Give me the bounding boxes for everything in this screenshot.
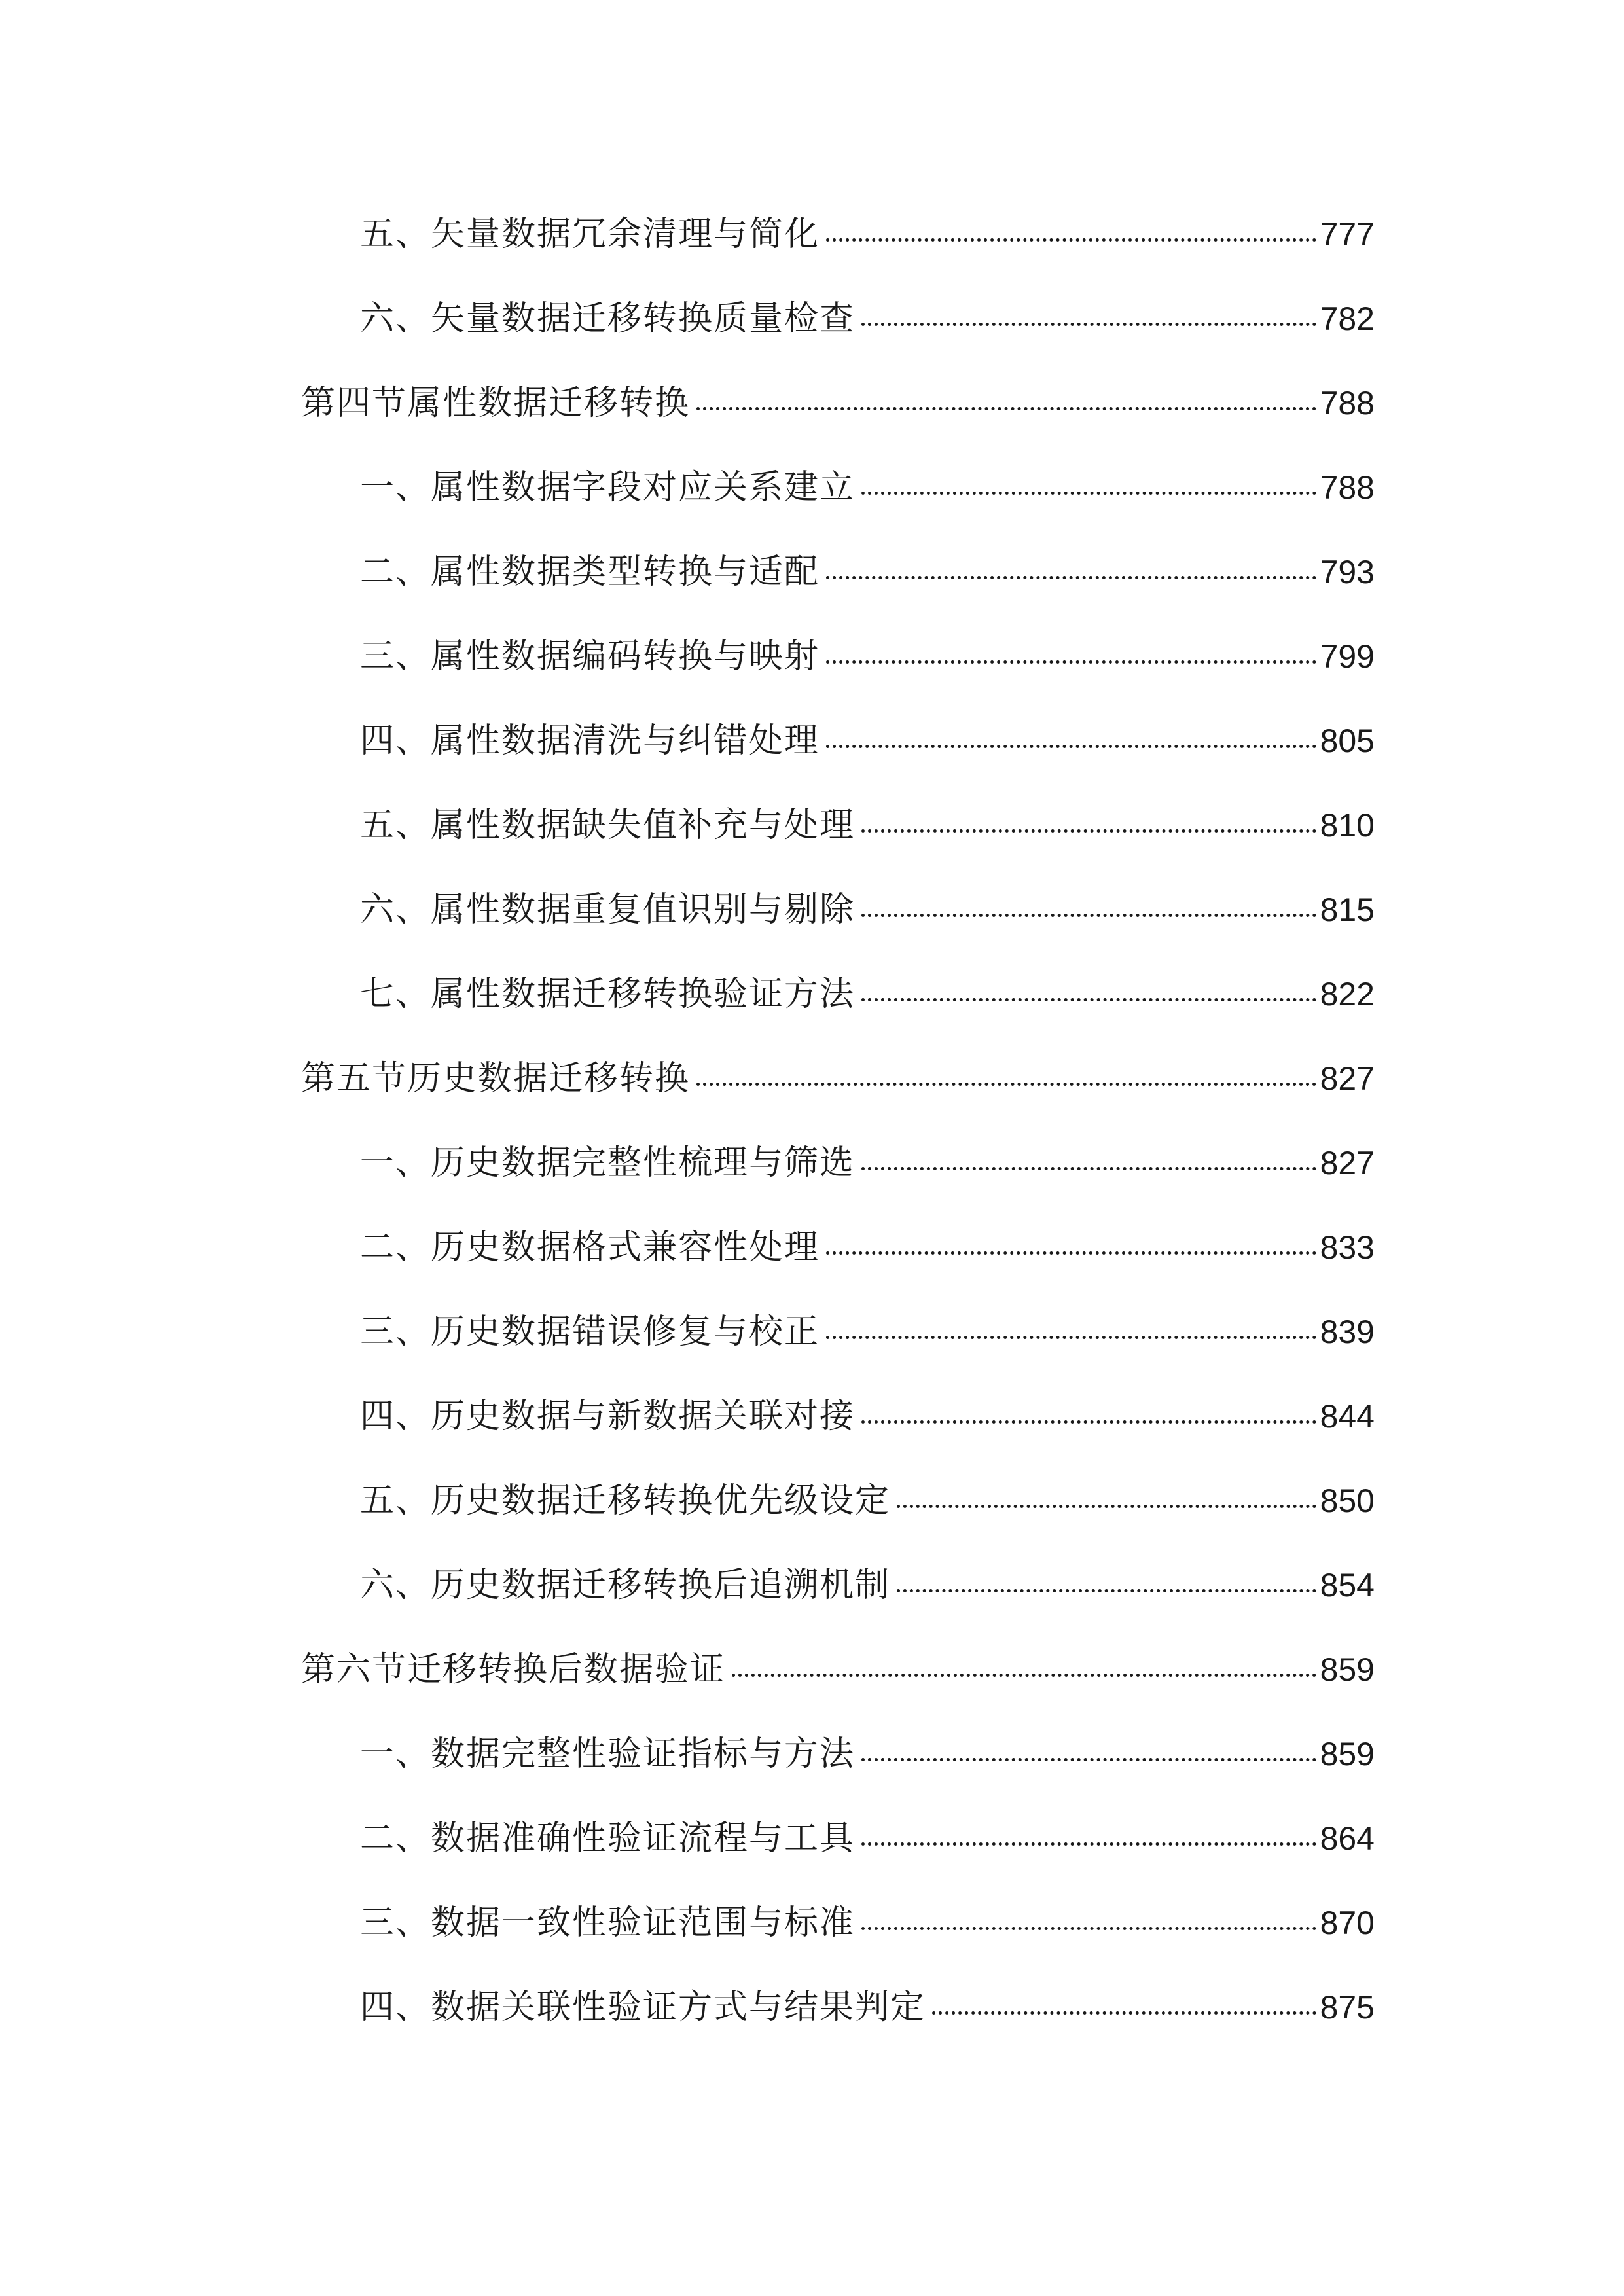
toc-subsection-entry[interactable] — [360, 1554, 1375, 1617]
toc-page-number: 864 — [1320, 1820, 1375, 1857]
toc-subsection-entry[interactable] — [360, 203, 1375, 266]
toc-subsection-entry[interactable] — [360, 794, 1375, 857]
toc-page-number: 805 — [1320, 723, 1375, 759]
toc-entry-title: 七、属性数据迁移转换验证方法 — [360, 975, 856, 1014]
toc-entry-title: 第四节属性数据迁移转换 — [301, 384, 691, 423]
toc-subsection-entry[interactable] — [360, 709, 1375, 772]
toc-dot-leader — [826, 1251, 1316, 1255]
toc-dot-leader — [897, 1505, 1316, 1508]
toc-page-number: 850 — [1320, 1482, 1375, 1519]
toc-dot-leader — [861, 1758, 1316, 1761]
toc-dot-leader — [897, 1589, 1316, 1592]
toc-entry-title: 一、属性数据字段对应关系建立 — [360, 468, 856, 507]
toc-page-number: 859 — [1320, 1651, 1375, 1688]
toc-page-number: 827 — [1320, 1145, 1375, 1181]
toc-dot-leader — [861, 1420, 1316, 1424]
toc-entry-title: 三、属性数据编码转换与映射 — [360, 637, 820, 676]
toc-dot-leader — [861, 829, 1316, 833]
toc-entry-title: 第五节历史数据迁移转换 — [301, 1059, 691, 1098]
toc-dot-leader — [696, 407, 1316, 410]
toc-entry-title: 二、数据准确性验证流程与工具 — [360, 1819, 856, 1858]
toc-entry-title: 六、历史数据迁移转换后追溯机制 — [360, 1566, 891, 1605]
toc-dot-leader — [826, 576, 1316, 579]
toc-subsection-entry[interactable] — [360, 541, 1375, 603]
toc-page-number: 782 — [1320, 300, 1375, 337]
toc-page-number: 777 — [1320, 216, 1375, 253]
toc-subsection-entry[interactable] — [360, 456, 1375, 519]
toc-dot-leader — [861, 914, 1316, 917]
toc-subsection-entry[interactable] — [360, 287, 1375, 350]
toc-entry-title: 五、矢量数据冗余清理与简化 — [360, 215, 820, 254]
toc-subsection-entry[interactable] — [360, 963, 1375, 1026]
toc-page-number: 870 — [1320, 1905, 1375, 1941]
toc-section-entry[interactable] — [301, 1638, 1375, 1701]
toc-dot-leader — [732, 1674, 1316, 1677]
toc-page-number: 810 — [1320, 807, 1375, 844]
toc-page-number: 793 — [1320, 554, 1375, 590]
toc-dot-leader — [826, 745, 1316, 748]
toc-page-number: 839 — [1320, 1314, 1375, 1350]
toc-page-number: 799 — [1320, 638, 1375, 675]
toc-dot-leader — [696, 1083, 1316, 1086]
toc-subsection-entry[interactable] — [360, 1216, 1375, 1279]
toc-page-number: 859 — [1320, 1736, 1375, 1772]
toc-subsection-entry[interactable] — [360, 1469, 1375, 1532]
toc-page-number: 827 — [1320, 1060, 1375, 1097]
toc-dot-leader — [932, 2011, 1316, 2015]
toc-entry-title: 二、属性数据类型转换与适配 — [360, 552, 820, 592]
toc-dot-leader — [826, 238, 1316, 242]
toc-entry-title: 四、属性数据清洗与纠错处理 — [360, 721, 820, 761]
toc-dot-leader — [861, 323, 1316, 326]
toc-entry-title: 六、矢量数据迁移转换质量检查 — [360, 299, 856, 338]
toc-entry-title: 三、历史数据错误修复与校正 — [360, 1312, 820, 1352]
toc-section-entry[interactable] — [301, 1047, 1375, 1110]
toc-subsection-entry[interactable] — [360, 1132, 1375, 1194]
toc-dot-leader — [861, 1842, 1316, 1846]
toc-page-number: 875 — [1320, 1989, 1375, 2026]
toc-section-entry[interactable] — [301, 372, 1375, 435]
toc-page-number: 822 — [1320, 976, 1375, 1013]
toc-dot-leader — [861, 492, 1316, 495]
toc-page-number: 815 — [1320, 891, 1375, 928]
toc-dot-leader — [861, 1167, 1316, 1170]
toc-entry-title: 二、历史数据格式兼容性处理 — [360, 1228, 820, 1267]
toc-subsection-entry[interactable] — [360, 1976, 1375, 2039]
toc-entry-title: 六、属性数据重复值识别与剔除 — [360, 890, 856, 929]
toc-entry-title: 一、数据完整性验证指标与方法 — [360, 1734, 856, 1774]
toc-dot-leader — [826, 660, 1316, 664]
toc-entry-title: 三、数据一致性验证范围与标准 — [360, 1903, 856, 1943]
toc-page-number: 788 — [1320, 469, 1375, 506]
toc-subsection-entry[interactable] — [360, 1385, 1375, 1448]
toc-subsection-entry[interactable] — [360, 1723, 1375, 1785]
toc-entry-title: 四、数据关联性验证方式与结果判定 — [360, 1988, 926, 2027]
toc-subsection-entry[interactable] — [360, 1300, 1375, 1363]
toc-dot-leader — [861, 1927, 1316, 1930]
toc-page-number: 788 — [1320, 385, 1375, 422]
toc-entry-title: 五、属性数据缺失值补充与处理 — [360, 806, 856, 845]
toc-entry-title: 五、历史数据迁移转换优先级设定 — [360, 1481, 891, 1520]
toc-entry-title: 第六节迁移转换后数据验证 — [301, 1650, 726, 1689]
toc-entry-title: 四、历史数据与新数据关联对接 — [360, 1397, 856, 1436]
toc-subsection-entry[interactable] — [360, 1807, 1375, 1870]
toc-subsection-entry[interactable] — [360, 1892, 1375, 1954]
toc-entry-title: 一、历史数据完整性梳理与筛选 — [360, 1143, 856, 1183]
toc-page-number: 833 — [1320, 1229, 1375, 1266]
toc-page-number: 844 — [1320, 1398, 1375, 1435]
toc-page-number: 854 — [1320, 1567, 1375, 1604]
toc-subsection-entry[interactable] — [360, 878, 1375, 941]
toc-dot-leader — [826, 1336, 1316, 1339]
toc-dot-leader — [861, 998, 1316, 1001]
toc-subsection-entry[interactable] — [360, 625, 1375, 688]
